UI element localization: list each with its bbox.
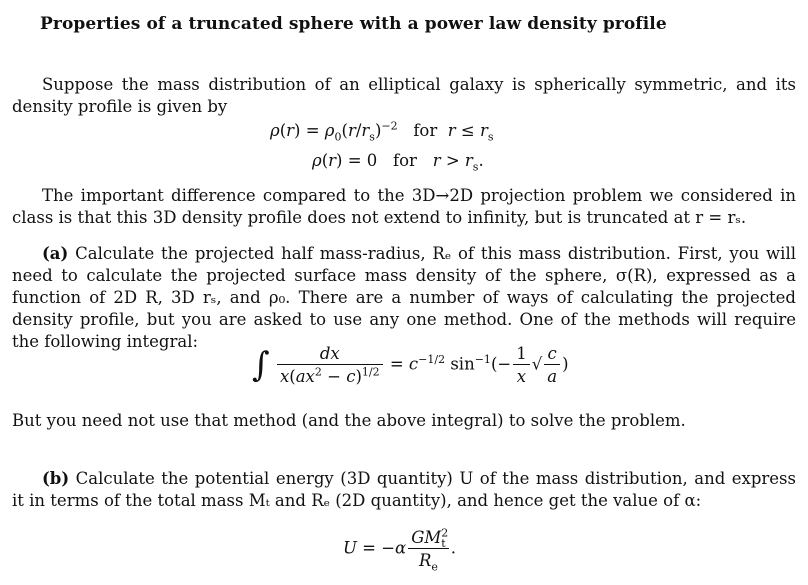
important-paragraph: The important difference compared to the 3D→2D projection problem we considered in class is that this 3D density profile does not extend to infinity, but is truncated at r = rₛ. [12,186,796,227]
part-b-text: Calculate the potential energy (3D quantity) U of the mass distribution, and express it in terms of the total mass Mₜ and Rₑ (2D quantity), and hence get the value of α: [12,469,796,510]
part-b-paragraph [12,468,796,512]
density-equation-2: ρ(r) = 0 for $r > r_s$. [312,151,484,174]
part-a-label: (a) [42,244,69,263]
part-a-paragraph [12,243,796,353]
part-b-label: (b) [42,469,70,488]
density-equation-1: $\rho(r) = \rho_0(r/r_s)^{-2}$ for $r \le r_s$ [270,119,494,144]
integral-equation: ∫ $\frac{dx}{x(ax^2 - c)^{1/2}}$ = $c^{-1/2}$ $\sin^{-1}(-$ $\frac{1}{x}$ √ $\frac{c}{a}$ ) [252,344,569,386]
potential-energy-equation: U = −α $\frac{GM^2_t}{R_e}$ . [343,526,456,574]
document-title: Properties of a truncated sphere with a power law density profile [40,14,667,34]
part-a-text: Calculate the projected half mass-radius, Rₑ of this mass distribution. First, you will need to calculate the projected surface mass density of the sphere, σ(R), expressed as a function of 2D R, 3D rₛ, and ρ₀. There are a number of ways of calculating the projected density profile, but you are asked to use any one method. One of the methods will require the following integral: [12,244,796,351]
intro-paragraph: Suppose the mass distribution of an elliptical galaxy is spherically symmetric, and its density profile is given by [12,75,796,116]
part-a-followup: But you need not use that method (and the above integral) to solve the problem. [12,411,686,430]
